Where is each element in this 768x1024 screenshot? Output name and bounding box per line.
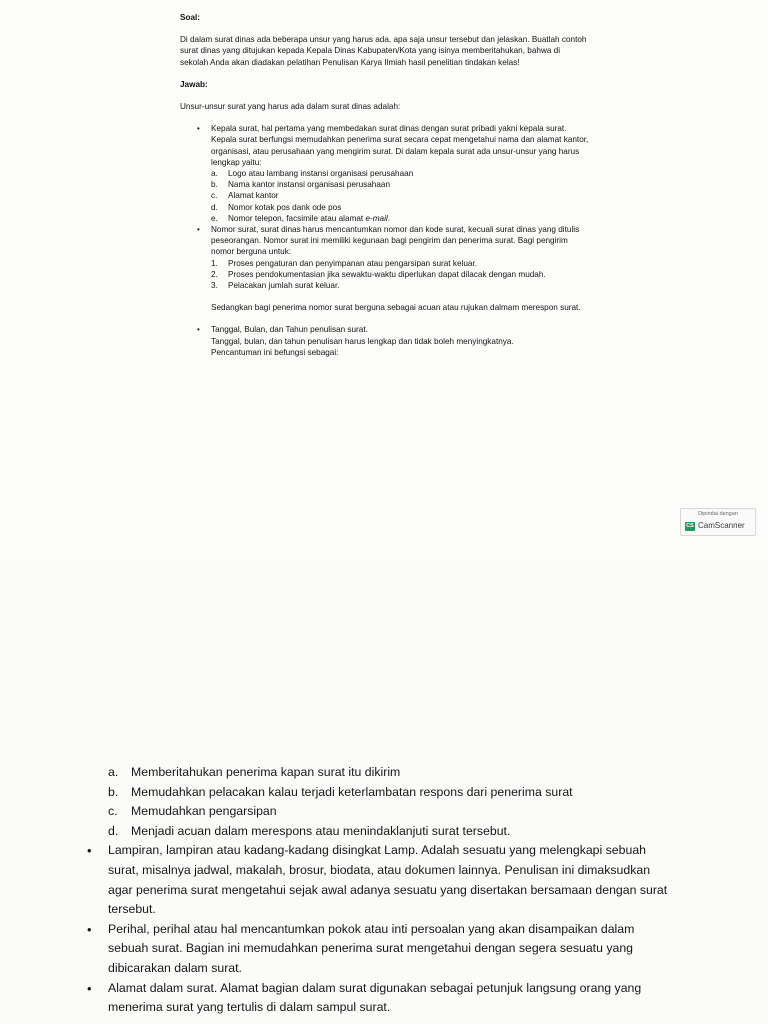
kepala-surat-sublist <box>211 168 590 224</box>
list-item-lampiran: • Lampiran, lampiran atau kadang-kadang disingkat Lamp. Adalah sesuatu yang melengkapi sebuah surat, misalnya jadwal, makalah, brosur, biodata, atau dokumen lainnya. Penulisan ini dimaksudkan agar penerima surat mengetahui sejak awal adanya sesuatu yang disertakan bersamaan dengan surat tersebut. <box>85 841 673 919</box>
watermark-brand: CamScanner <box>698 521 745 530</box>
list-item: 1. Proses pengaturan dan penyimpanan atau pengarsipan surat keluar. <box>211 258 477 268</box>
list-item-perihal: • Perihal, perihal atau hal mencantumkan pokok atau inti persoalan yang akan disampaikan dalam sebuah surat. Bagian ini memudahkan penerima surat mengetahui dengan segera sesuatu yang dibicarakan dalam surat. <box>85 920 673 979</box>
list-item: c. Alamat kantor <box>211 191 279 201</box>
nomor-surat-note: Sedangkan bagi penerima nomor surat berguna sebagai acuan atau rujukan dalmam merespon surat. <box>211 303 581 313</box>
list-item: a. Logo atau lambang instansi organisasi perusahaan <box>211 169 414 179</box>
list-item: d. Menjadi acuan dalam merespons atau menindaklanjuti surat tersebut. <box>108 823 511 838</box>
list-item: a. Memberitahukan penerima kapan surat itu dikirim <box>108 765 401 779</box>
nomor-surat-text: Nomor surat, surat dinas harus mencantumkan nomor dan kode surat, kecuali surat dinas yang ditulis peseorangan. Nomor surat ini memiliki kegunaan bagi pengirim dan penerima surat. Bagi pengirim nomor berguna untuk: <box>211 225 580 257</box>
unsur-lanjutan-list <box>108 841 668 1017</box>
watermark-caption: Dipindai dengan <box>698 511 738 517</box>
camscanner-watermark <box>680 508 756 536</box>
answer-intro: Unsur-unsur surat yang harus ada dalam surat dinas adalah: <box>180 102 401 112</box>
scanned-page-bottom <box>108 763 668 1018</box>
list-item: c. Memudahkan pengarsipan <box>108 804 277 819</box>
list-item: e. Nomor telepon, facsimile atau alamat e-mail. <box>211 213 391 223</box>
tanggal-line-1: Tanggal, bulan, dan tahun penulisan harus lengkap dan tidak boleh menyingkatnya. <box>211 336 514 346</box>
nomor-surat-sublist <box>211 258 590 292</box>
page-one-content <box>180 12 590 358</box>
list-item: d. Nomor kotak pos dank ode pos <box>211 202 342 212</box>
unsur-list <box>180 123 590 358</box>
tanggal-title: • Tanggal, Bulan, dan Tahun penulisan surat. <box>211 325 368 335</box>
list-item-alamat: • Alamat dalam surat. Alamat bagian dalam surat digunakan sebagai petunjuk langsung orang yang menerima surat yang tertulis di dalam sampul surat. <box>85 979 673 1018</box>
list-item: 2. Proses pendokumentasian jika sewaktu-waktu diperlukan dapat dilacak dengan mudah. <box>211 269 546 279</box>
kepala-surat-text: Kepala surat, hal pertama yang membedakan surat dinas dengan surat pribadi yakni kepala surat. Kepala surat berfungsi memudahkan penerima surat secara cepat mengetahui nama dan alamat kantor, organisasi, atau perusahaan yang mengirim surat. Di dalam kepala surat ada unsur-unsur yang harus lengkap yaitu: <box>211 124 589 167</box>
fungsi-tanggal-list <box>108 763 668 841</box>
list-item-tanggal <box>180 324 590 358</box>
list-item: 3. Pelacakan jumlah surat keluar. <box>211 281 340 291</box>
list-item-nomor-surat <box>180 224 590 324</box>
list-item: b. Memudahkan pelacakan kalau terjadi keterlambatan respons dari penerima surat <box>108 784 573 799</box>
soal-text: Di dalam surat dinas ada beberapa unsur yang harus ada, apa saja unsur tersebut dan jelaskan. Buatlah contoh surat dinas yang ditujukan kepada Kepala Dinas Kabupaten/Kota yang isinya memberitahukan, bahwa di sekolah Anda akan diadakan pelatihan Penulisan Karya Ilmiah hasil penelitian tindakan kelas! <box>180 35 587 67</box>
list-item: b. Nama kantor instansi organisasi perusahaan <box>211 180 391 190</box>
soal-heading: Soal: <box>180 13 201 22</box>
list-item-kepala-surat <box>180 123 590 224</box>
camscanner-logo-icon: CS <box>686 523 694 529</box>
tanggal-line-2: Pencantuman ini befungsi sebagai: <box>211 347 339 357</box>
jawab-heading: Jawab: <box>180 79 208 89</box>
